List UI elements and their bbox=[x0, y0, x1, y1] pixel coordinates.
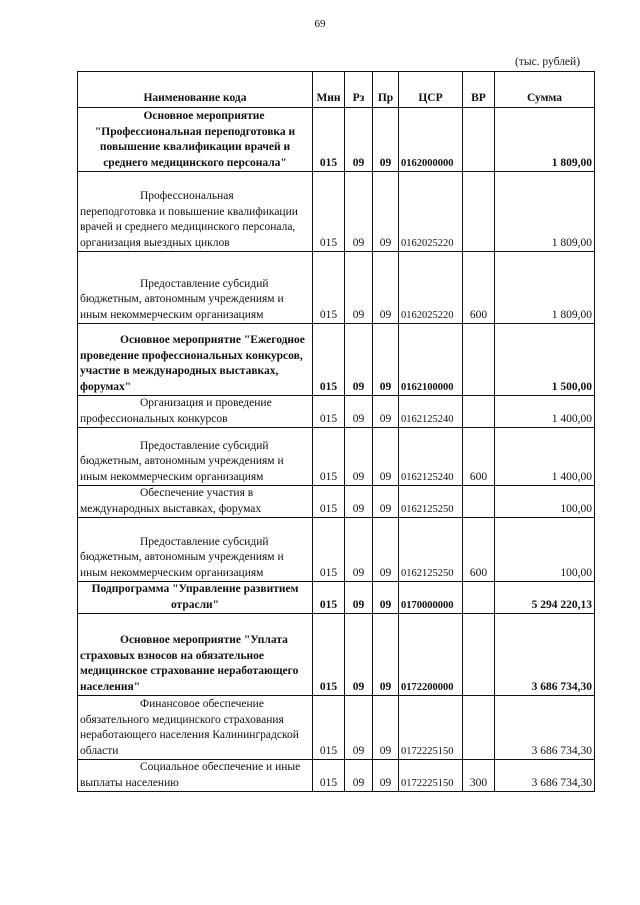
row-csr: 0162125250 bbox=[399, 518, 463, 582]
row-csr: 0162025220 bbox=[399, 172, 463, 252]
row-sum: 5 294 220,13 bbox=[495, 582, 595, 614]
table-row bbox=[78, 518, 595, 582]
header-vr: ВР bbox=[463, 72, 495, 108]
row-min: 015 bbox=[313, 324, 345, 396]
row-name: Основное мероприятие "Ежегодное проведение профессиональных конкурсов, участие в международных выставках, форумах" bbox=[78, 324, 313, 396]
row-pr: 09 bbox=[373, 582, 399, 614]
row-vr: 300 bbox=[463, 760, 495, 792]
row-sum: 1 809,00 bbox=[495, 108, 595, 172]
row-min: 015 bbox=[313, 696, 345, 760]
row-sum: 1 400,00 bbox=[495, 396, 595, 428]
table-row bbox=[78, 396, 595, 428]
row-name: Обеспечение участия в международных выставках, форумах bbox=[78, 486, 313, 518]
row-min: 015 bbox=[313, 486, 345, 518]
header-name: Наименование кода bbox=[78, 72, 313, 108]
table-row bbox=[78, 760, 595, 792]
row-csr: 0172200000 bbox=[399, 614, 463, 696]
row-min: 015 bbox=[313, 518, 345, 582]
row-rz: 09 bbox=[345, 582, 373, 614]
row-sum: 1 500,00 bbox=[495, 324, 595, 396]
row-name: Финансовое обеспечение обязательного медицинского страхования неработающего населения Калининградской области bbox=[78, 696, 313, 760]
row-vr bbox=[463, 582, 495, 614]
row-rz: 09 bbox=[345, 396, 373, 428]
row-pr: 09 bbox=[373, 760, 399, 792]
row-rz: 09 bbox=[345, 518, 373, 582]
header-sum: Сумма bbox=[495, 72, 595, 108]
row-name: Подпрограмма "Управление развитием отрасли" bbox=[78, 582, 313, 614]
row-pr: 09 bbox=[373, 172, 399, 252]
row-pr: 09 bbox=[373, 518, 399, 582]
row-name: Основное мероприятие "Уплата страховых взносов на обязательное медицинское страхование неработающего населения" bbox=[78, 614, 313, 696]
row-csr: 0162025220 bbox=[399, 252, 463, 324]
row-sum: 3 686 734,30 bbox=[495, 760, 595, 792]
row-sum: 3 686 734,30 bbox=[495, 696, 595, 760]
row-rz: 09 bbox=[345, 614, 373, 696]
header-pr: Пр bbox=[373, 72, 399, 108]
row-rz: 09 bbox=[345, 108, 373, 172]
table-row bbox=[78, 696, 595, 760]
row-name: Профессиональная переподготовка и повышение квалификации врачей и среднего медицинского персонала, организация выездных циклов bbox=[78, 172, 313, 252]
row-rz: 09 bbox=[345, 696, 373, 760]
row-min: 015 bbox=[313, 396, 345, 428]
row-min: 015 bbox=[313, 108, 345, 172]
table-header-row bbox=[78, 72, 595, 108]
row-csr: 0162125240 bbox=[399, 396, 463, 428]
table-row bbox=[78, 614, 595, 696]
table-row bbox=[78, 486, 595, 518]
row-csr: 0162125250 bbox=[399, 486, 463, 518]
table-row bbox=[78, 252, 595, 324]
row-min: 015 bbox=[313, 582, 345, 614]
row-name: Предоставление субсидий бюджетным, автономным учреждениям и иным некоммерческим организациям bbox=[78, 428, 313, 486]
row-min: 015 bbox=[313, 172, 345, 252]
row-csr: 0172225150 bbox=[399, 760, 463, 792]
header-min: Мин bbox=[313, 72, 345, 108]
row-min: 015 bbox=[313, 428, 345, 486]
units-label: (тыс. рублей) bbox=[515, 56, 581, 68]
row-csr: 0162125240 bbox=[399, 428, 463, 486]
row-vr: 600 bbox=[463, 518, 495, 582]
row-pr: 09 bbox=[373, 486, 399, 518]
row-sum: 3 686 734,30 bbox=[495, 614, 595, 696]
row-rz: 09 bbox=[345, 428, 373, 486]
table-row bbox=[78, 324, 595, 396]
row-csr: 0162000000 bbox=[399, 108, 463, 172]
row-pr: 09 bbox=[373, 696, 399, 760]
row-name: Предоставление субсидий бюджетным, автономным учреждениям и иным некоммерческим организациям bbox=[78, 518, 313, 582]
budget-table bbox=[77, 71, 595, 792]
row-rz: 09 bbox=[345, 172, 373, 252]
row-vr bbox=[463, 108, 495, 172]
row-csr: 0162100000 bbox=[399, 324, 463, 396]
row-vr bbox=[463, 396, 495, 428]
row-name: Социальное обеспечение и иные выплаты населению bbox=[78, 760, 313, 792]
row-pr: 09 bbox=[373, 428, 399, 486]
row-name: Основное мероприятие "Профессиональная переподготовка и повышение квалификации врачей и среднего медицинского персонала" bbox=[78, 108, 313, 172]
row-rz: 09 bbox=[345, 486, 373, 518]
table-row bbox=[78, 108, 595, 172]
row-pr: 09 bbox=[373, 396, 399, 428]
table-row bbox=[78, 172, 595, 252]
row-vr bbox=[463, 324, 495, 396]
row-pr: 09 bbox=[373, 252, 399, 324]
table-row bbox=[78, 428, 595, 486]
row-vr: 600 bbox=[463, 428, 495, 486]
row-vr bbox=[463, 696, 495, 760]
row-csr: 0172225150 bbox=[399, 696, 463, 760]
row-rz: 09 bbox=[345, 760, 373, 792]
row-vr bbox=[463, 172, 495, 252]
row-sum: 100,00 bbox=[495, 518, 595, 582]
row-rz: 09 bbox=[345, 324, 373, 396]
row-csr: 0170000000 bbox=[399, 582, 463, 614]
row-pr: 09 bbox=[373, 108, 399, 172]
row-min: 015 bbox=[313, 252, 345, 324]
row-sum: 1 809,00 bbox=[495, 252, 595, 324]
row-vr bbox=[463, 486, 495, 518]
row-rz: 09 bbox=[345, 252, 373, 324]
row-min: 015 bbox=[313, 760, 345, 792]
header-rz: Рз bbox=[345, 72, 373, 108]
row-min: 015 bbox=[313, 614, 345, 696]
row-vr bbox=[463, 614, 495, 696]
row-sum: 1 809,00 bbox=[495, 172, 595, 252]
row-sum: 100,00 bbox=[495, 486, 595, 518]
table-row bbox=[78, 582, 595, 614]
page-number: 69 bbox=[314, 18, 326, 30]
row-pr: 09 bbox=[373, 324, 399, 396]
row-name: Организация и проведение профессиональных конкурсов bbox=[78, 396, 313, 428]
row-name: Предоставление субсидий бюджетным, автономным учреждениям и иным некоммерческим организациям bbox=[78, 252, 313, 324]
header-csr: ЦСР bbox=[399, 72, 463, 108]
row-vr: 600 bbox=[463, 252, 495, 324]
row-sum: 1 400,00 bbox=[495, 428, 595, 486]
row-pr: 09 bbox=[373, 614, 399, 696]
